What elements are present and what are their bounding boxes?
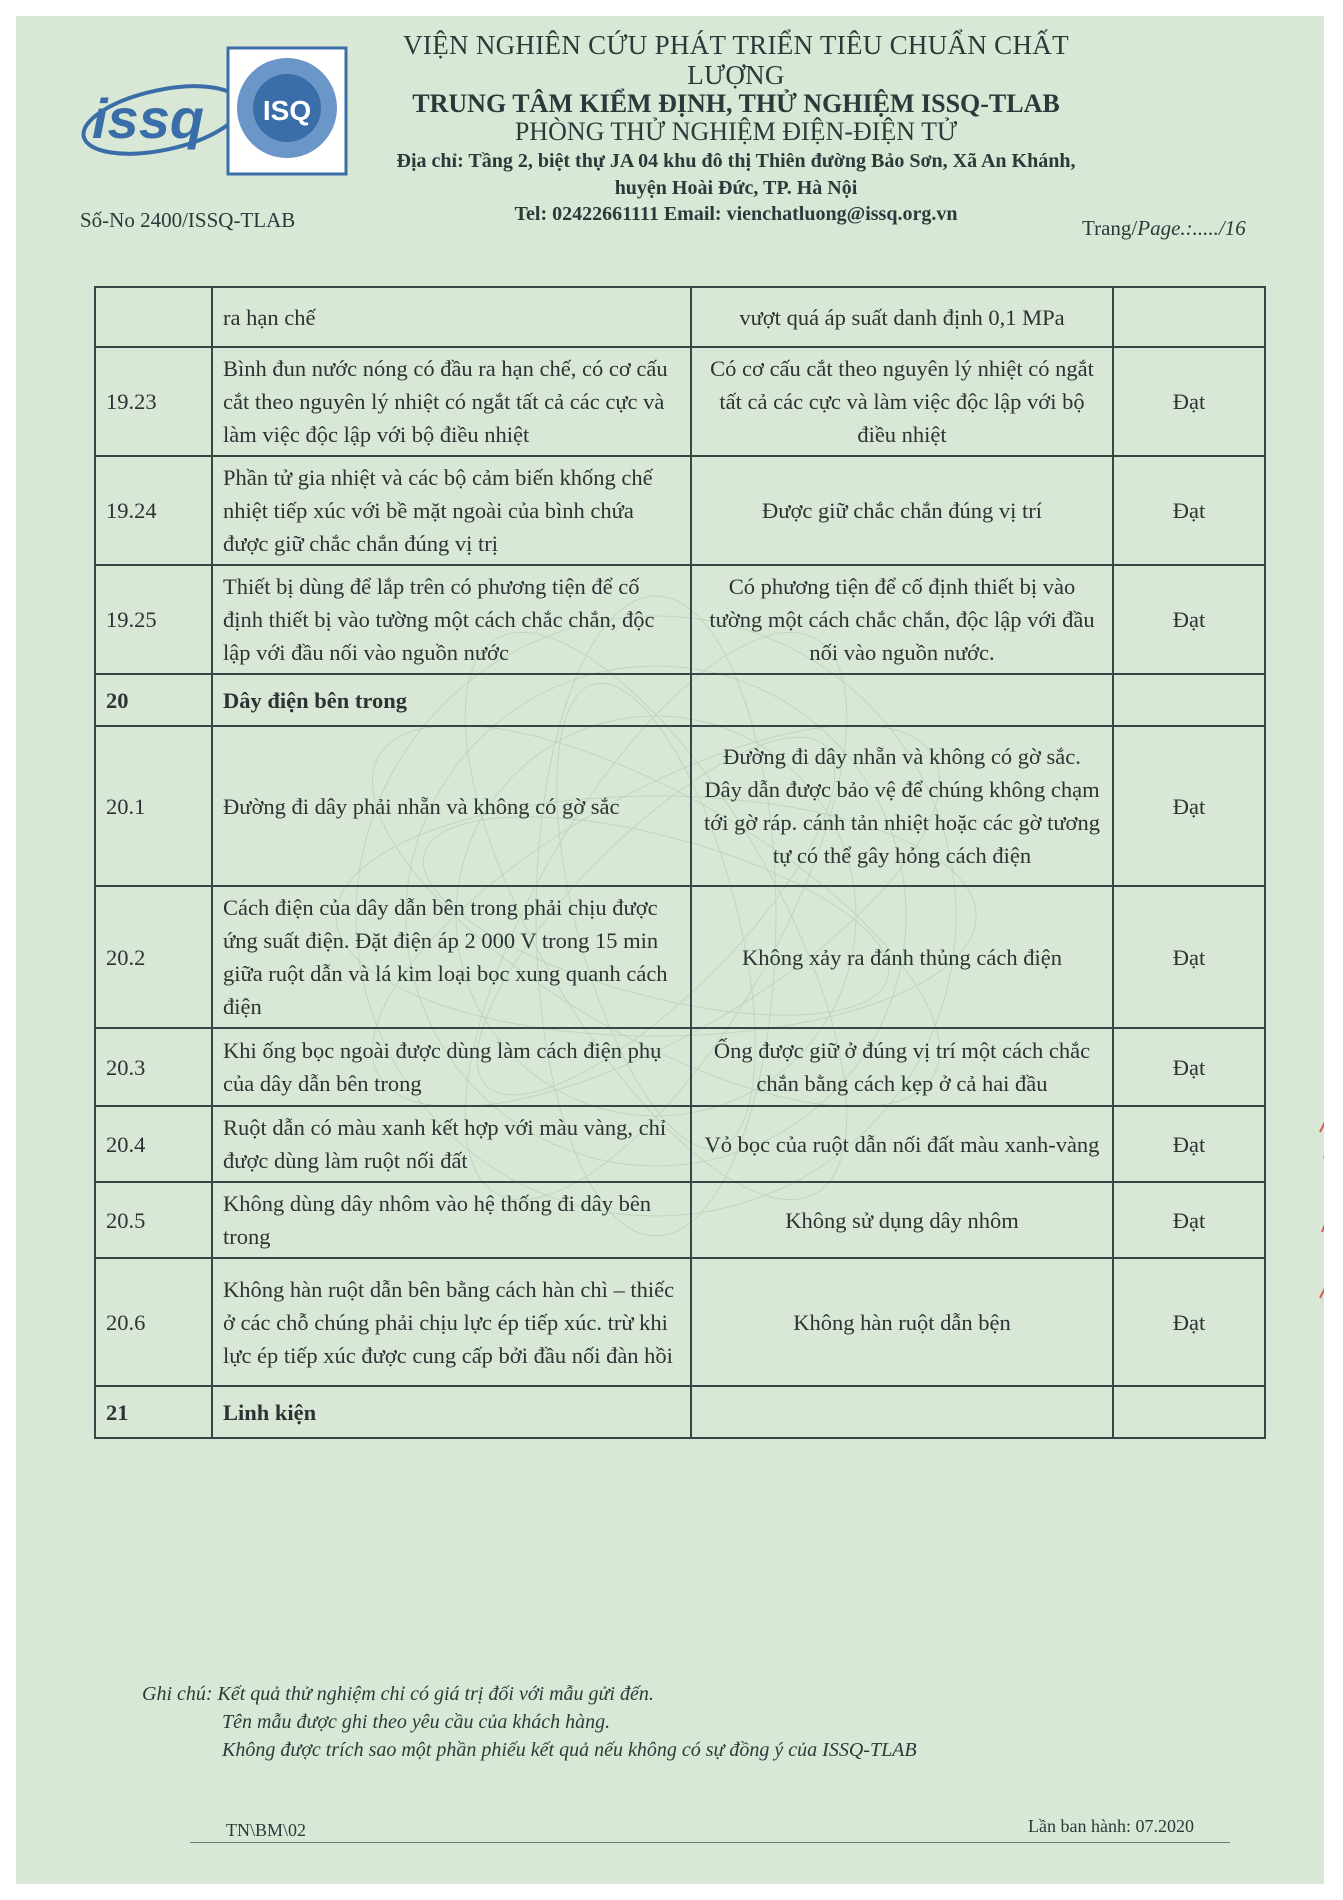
result-cell: Ống được giữ ở đúng vị trí một cách chắc chắn bằng cách kẹp ở cả hai đầu: [691, 1028, 1113, 1106]
verdict-cell: Đạt: [1113, 456, 1265, 565]
issq-logo: [74, 60, 244, 170]
result-cell: Có cơ cấu cắt theo nguyên lý nhiệt có ngắt tất cả các cực và làm việc độc lập với bộ điều nhiệt: [691, 347, 1113, 456]
result-cell: vượt quá áp suất danh định 0,1 MPa: [691, 287, 1113, 347]
section-row: [95, 1386, 1265, 1438]
table-row: [95, 886, 1265, 1028]
requirement-cell: Phần tử gia nhiệt và các bộ cảm biến khống chế nhiệt tiếp xúc với bề mặt ngoài của bình chứa được giữ chắc chắn đúng vị trị: [212, 456, 691, 565]
red-seal-stamp-edge: [1300, 1102, 1324, 1302]
contact-line: Tel: 02422661111 Email: vienchatluong@issq.org.vn: [514, 203, 958, 225]
section-row: [95, 674, 1265, 726]
isq-logo: [226, 46, 348, 176]
clause-number: 19.23: [95, 347, 212, 456]
verdict-cell: Đạt: [1113, 1258, 1265, 1386]
report-page: [16, 16, 1324, 1884]
table-row: [95, 565, 1265, 674]
verdict-cell: Đạt: [1113, 886, 1265, 1028]
document-number: Số-No 2400/ISSQ-TLAB: [80, 208, 296, 232]
verdict-cell: Đạt: [1113, 726, 1265, 886]
clause-number: 20: [95, 674, 212, 726]
form-code: TN\BM\02: [226, 1820, 307, 1840]
requirement-cell: Linh kiện: [212, 1386, 691, 1438]
footer-divider: [190, 1842, 1230, 1843]
page-number: [1082, 216, 1246, 241]
result-cell: Đường đi dây nhẵn và không có gờ sắc. Dây dẫn được bảo vệ để chúng không chạm tới gờ ráp. cánh tản nhiệt hoặc các gờ tương tự có thể gây hỏng cách điện: [691, 726, 1113, 886]
verdict-cell: Đạt: [1113, 565, 1265, 674]
note-line-3: Không được trích sao một phần phiếu kết quả nếu không có sự đồng ý của ISSQ-TLAB: [222, 1739, 917, 1761]
clause-number: 19.24: [95, 456, 212, 565]
clause-number: 20.2: [95, 886, 212, 1028]
requirement-cell: Không dùng dây nhôm vào hệ thống đi dây bên trong: [212, 1182, 691, 1258]
requirement-cell: Đường đi dây phải nhẵn và không có gờ sắc: [212, 726, 691, 886]
requirement-cell: Khi ống bọc ngoài được dùng làm cách điện phụ của dây dẫn bên trong: [212, 1028, 691, 1106]
result-cell: [691, 674, 1113, 726]
lab-name: PHÒNG THỬ NGHIỆM ĐIỆN-ĐIỆN TỬ: [514, 117, 958, 146]
page-label-italic: Page.:: [1137, 216, 1193, 240]
table-row: [95, 456, 1265, 565]
isq-logo-text: ISQ: [262, 95, 312, 126]
table-row: [95, 1106, 1265, 1182]
address-line-1: Địa chỉ: Tầng 2, biệt thự JA 04 khu đô thị Thiên đường Bảo Sơn, Xã An Khánh,: [396, 150, 1076, 172]
verdict-cell: [1113, 674, 1265, 726]
note-line-2: Tên mẫu được ghi theo yêu cầu của khách hàng.: [222, 1711, 611, 1733]
table-row: [95, 1258, 1265, 1386]
clause-number: 20.1: [95, 726, 212, 886]
clause-number: [95, 287, 212, 347]
result-cell: Không hàn ruột dẫn bện: [691, 1258, 1113, 1386]
page-label: Trang/: [1082, 216, 1138, 240]
requirement-cell: Dây điện bên trong: [212, 674, 691, 726]
issq-logo-text: issq: [92, 87, 205, 150]
verdict-cell: [1113, 1386, 1265, 1438]
institute-header: [366, 30, 1106, 228]
page-value: ...../16: [1192, 216, 1246, 240]
requirement-cell: Thiết bị dùng để lắp trên có phương tiện để cố định thiết bị vào tường một cách chắc chắn, độc lập với đầu nối vào nguồn nước: [212, 565, 691, 674]
clause-number: 20.3: [95, 1028, 212, 1106]
requirement-cell: ra hạn chế: [212, 287, 691, 347]
note-line-1: Ghi chú: Kết quả thử nghiệm chỉ có giá trị đối với mẫu gửi đến.: [142, 1683, 654, 1705]
verdict-cell: [1113, 287, 1265, 347]
requirement-cell: Không hàn ruột dẫn bên bằng cách hàn chì – thiếc ở các chỗ chúng phải chịu lực ép tiếp xúc. trừ khi lực ép tiếp xúc được cung cấp bởi đầu nối đàn hồi: [212, 1258, 691, 1386]
result-cell: Được giữ chắc chắn đúng vị trí: [691, 456, 1113, 565]
issue-date: Lần ban hành: 07.2020: [1028, 1816, 1194, 1836]
clause-number: 20.6: [95, 1258, 212, 1386]
result-cell: Có phương tiện để cố định thiết bị vào tường một cách chắc chắn, độc lập với đầu nối vào nguồn nước.: [691, 565, 1113, 674]
result-cell: Vỏ bọc của ruột dẫn nối đất màu xanh-vàng: [691, 1106, 1113, 1182]
requirement-cell: Cách điện của dây dẫn bên trong phải chịu được ứng suất điện. Đặt điện áp 2 000 V trong 15 min giữa ruột dẫn và lá kim loại bọc xung quanh cách điện: [212, 886, 691, 1028]
verdict-cell: Đạt: [1113, 1106, 1265, 1182]
verdict-cell: Đạt: [1113, 347, 1265, 456]
clause-number: 20.4: [95, 1106, 212, 1182]
notes: [142, 1680, 917, 1764]
table-row: [95, 1028, 1265, 1106]
clause-number: 20.5: [95, 1182, 212, 1258]
verdict-cell: Đạt: [1113, 1028, 1265, 1106]
requirement-cell: Ruột dẫn có màu xanh kết hợp với màu vàng, chỉ được dùng làm ruột nối đất: [212, 1106, 691, 1182]
result-cell: [691, 1386, 1113, 1438]
clause-number: 21: [95, 1386, 212, 1438]
table-row: [95, 347, 1265, 456]
result-cell: Không sử dụng dây nhôm: [691, 1182, 1113, 1258]
address-line-2: huyện Hoài Đức, TP. Hà Nội: [614, 177, 858, 199]
test-results-table: [94, 286, 1266, 1439]
institute-name: VIỆN NGHIÊN CỨU PHÁT TRIỂN TIÊU CHUẨN CHẤT LƯỢNG: [403, 30, 1069, 90]
table-row: [95, 287, 1265, 347]
requirement-cell: Bình đun nước nóng có đầu ra hạn chế, có cơ cấu cắt theo nguyên lý nhiệt có ngắt tất cả các cực và làm việc độc lập với bộ điều nhiệt: [212, 347, 691, 456]
table-row: [95, 1182, 1265, 1258]
center-name: TRUNG TÂM KIỂM ĐỊNH, THỬ NGHIỆM ISSQ-TLAB: [412, 89, 1060, 118]
result-cell: Không xảy ra đánh thủng cách điện: [691, 886, 1113, 1028]
verdict-cell: Đạt: [1113, 1182, 1265, 1258]
table-row: [95, 726, 1265, 886]
clause-number: 19.25: [95, 565, 212, 674]
